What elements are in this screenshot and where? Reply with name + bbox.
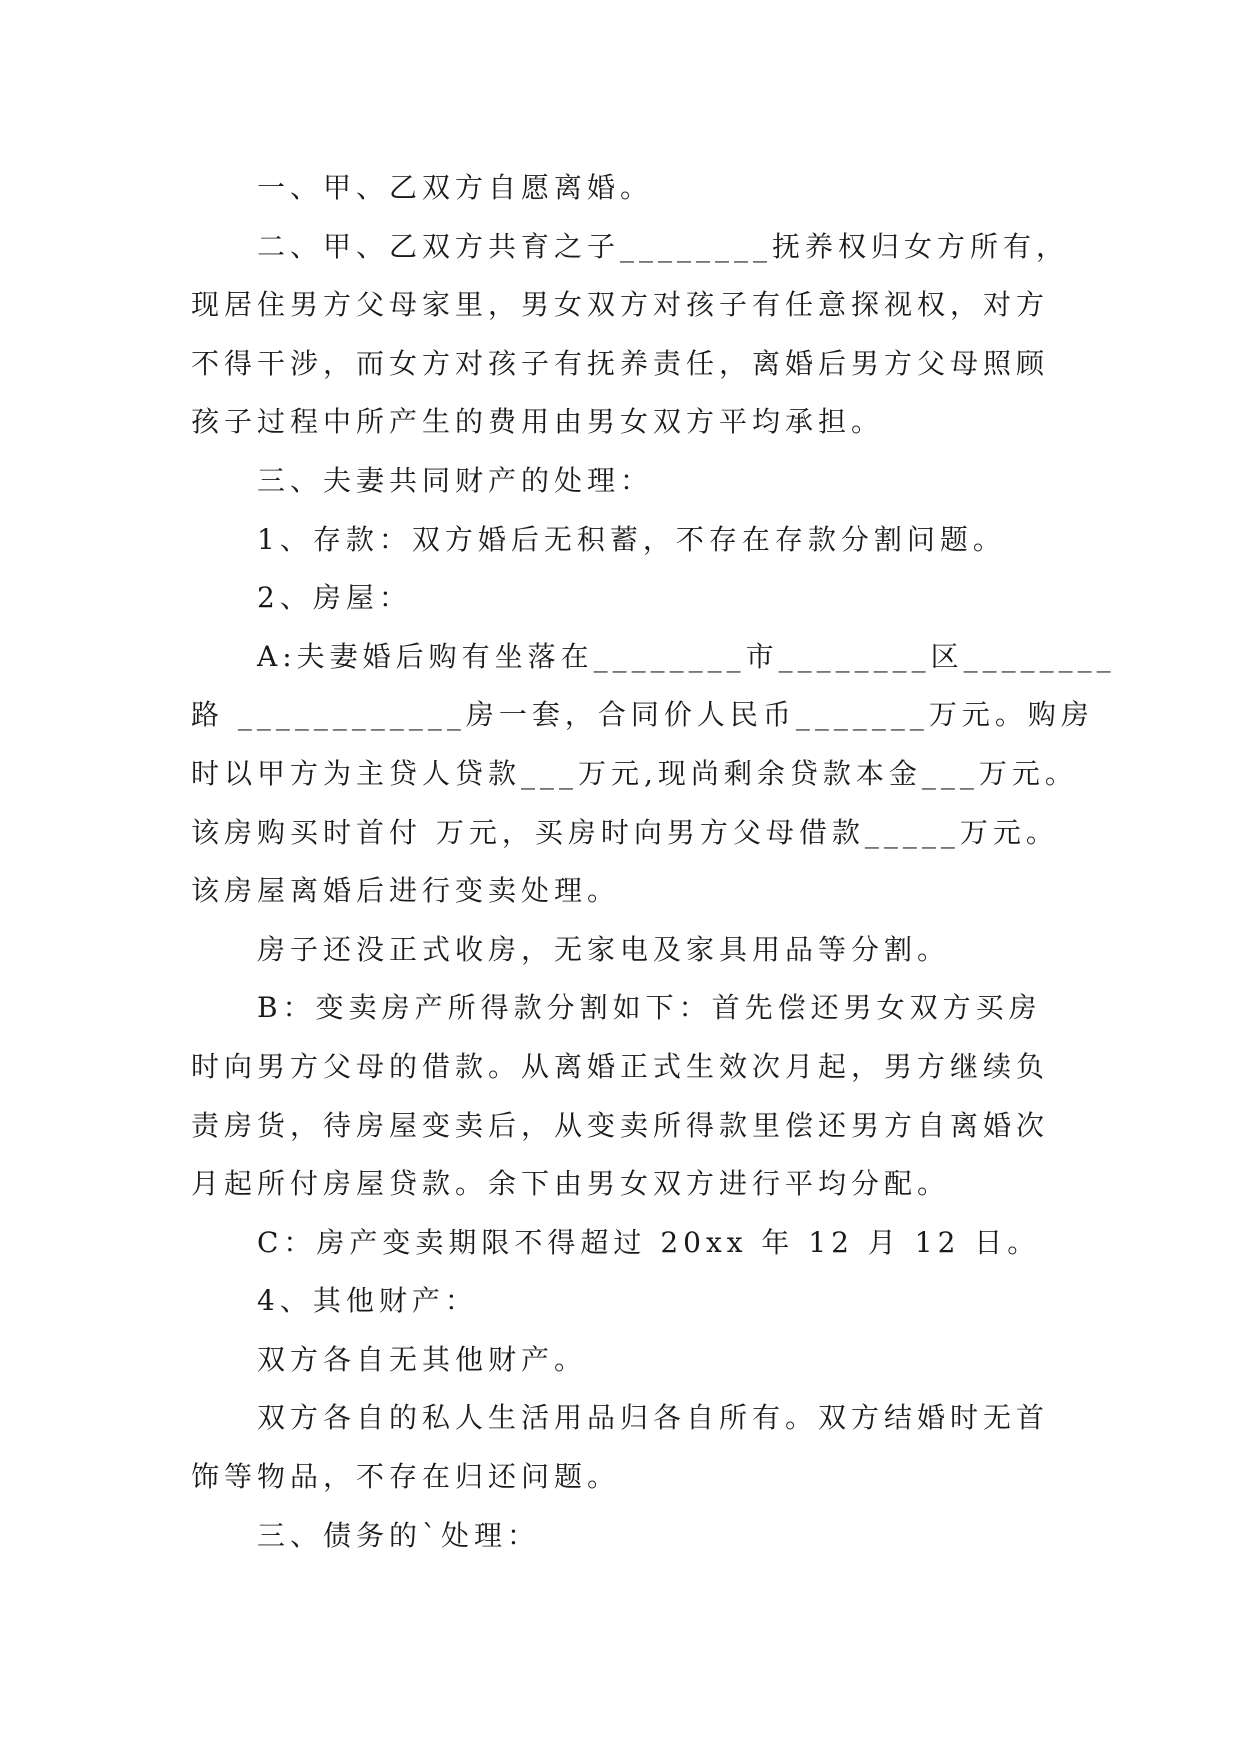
paragraph-line: 双方各自无其他财产。 bbox=[257, 1342, 588, 1376]
paragraph-line: 二、甲、乙双方共育之子________抚养权归女方所有， bbox=[257, 229, 1070, 263]
document-body bbox=[191, 159, 1116, 1565]
paragraph-line: C：房产变卖期限不得超过 20xx 年 12 月 12 日。 bbox=[257, 1225, 1041, 1259]
paragraph-line: 月起所付房屋贷款。余下由男女双方进行平均分配。 bbox=[191, 1167, 951, 1201]
paragraph-line: 时向男方父母的借款。从离婚正式生效次月起，男方继续负 bbox=[191, 1049, 1050, 1083]
paragraph-line: 现居住男方父母家里，男女双方对孩子有任意探视权，对方 bbox=[191, 288, 1050, 322]
paragraph-line: 责房货，待房屋变卖后，从变卖所得款里偿还男方自离婚次 bbox=[191, 1108, 1050, 1142]
paragraph-line: B：变卖房产所得款分割如下：首先偿还男女双方买房 bbox=[257, 991, 1042, 1025]
paragraph-line: A:夫妻婚后购有坐落在________市________区________ bbox=[257, 639, 1116, 673]
paragraph-line: 双方各自的私人生活用品归各自所有。双方结婚时无首 bbox=[257, 1401, 1050, 1435]
paragraph-line: 2、房屋： bbox=[257, 581, 412, 615]
paragraph-line: 不得干涉，而女方对孩子有抚养责任，离婚后男方父母照顾 bbox=[191, 346, 1050, 380]
paragraph-line: 路 ____________房一套，合同价人民币_______万元。购房 bbox=[191, 698, 1094, 732]
paragraph-line: 三、夫妻共同财产的处理： bbox=[257, 463, 654, 497]
paragraph-line: 4、其他财产： bbox=[257, 1284, 478, 1318]
paragraph-line: 房子还没正式收房，无家电及家具用品等分割。 bbox=[257, 932, 951, 966]
paragraph-line: 孩子过程中所产生的费用由男女双方平均承担。 bbox=[191, 405, 885, 439]
paragraph-line: 时以甲方为主贷人贷款___万元,现尚剩余贷款本金___万元。 bbox=[191, 756, 1078, 790]
paragraph-line: 一、甲、乙双方自愿离婚。 bbox=[257, 171, 654, 204]
paragraph-line: 1、存款：双方婚后无积蓄，不存在存款分割问题。 bbox=[257, 522, 1006, 556]
paragraph-line: 该房购买时首付 万元，买房时向男方父母借款_____万元。 bbox=[191, 815, 1059, 849]
paragraph-line: 该房屋离婚后进行变卖处理。 bbox=[191, 874, 621, 908]
paragraph-line: 饰等物品，不存在归还问题。 bbox=[191, 1460, 621, 1494]
paragraph-line: 三、债务的`处理： bbox=[257, 1518, 541, 1552]
